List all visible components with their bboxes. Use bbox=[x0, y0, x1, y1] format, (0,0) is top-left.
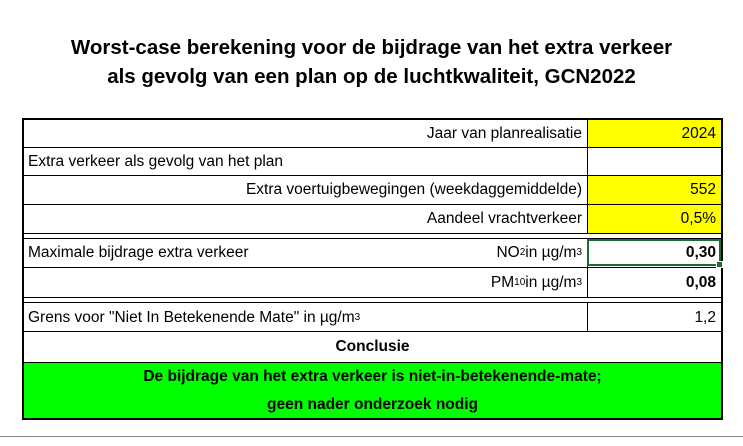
pm10-prefix: PM bbox=[490, 273, 515, 291]
title-line-2: als gevolg van een plan op de luchtkwaliteit, GCN2022 bbox=[107, 65, 636, 88]
row-conclusie bbox=[24, 332, 721, 361]
jaar-value-cell[interactable]: 2024 bbox=[588, 120, 721, 147]
row-jaar bbox=[24, 120, 721, 147]
conclusion-line-1: De bijdrage van het extra verkeer is niet-in-betekenende-mate; bbox=[143, 368, 602, 385]
grens-label-text: Grens voor "Niet In Betekenende Mate" in µg/m bbox=[28, 308, 355, 326]
max-bijdrage-label: Maximale bijdrage extra verkeer bbox=[28, 244, 249, 262]
no2-value-cell[interactable]: 0,30 bbox=[685, 244, 716, 262]
no2-superscript: 3 bbox=[576, 247, 582, 258]
calculation-table bbox=[22, 118, 723, 420]
vracht-label: Aandeel vrachtverkeer bbox=[426, 210, 582, 228]
no2-subscript: 2 bbox=[519, 247, 526, 258]
gridline-vertical bbox=[587, 120, 588, 233]
no2-unit: in µg/m bbox=[525, 244, 577, 262]
gridline bbox=[24, 204, 721, 205]
grens-value-cell[interactable]: 1,2 bbox=[694, 308, 716, 326]
voertuig-label: Extra voertuigbewegingen (weekdaggemiddelde) bbox=[245, 181, 582, 199]
pm10-label bbox=[491, 268, 582, 297]
row-pm10 bbox=[24, 268, 721, 297]
fill-handle[interactable] bbox=[716, 261, 723, 268]
pm10-value-cell[interactable]: 0,08 bbox=[685, 273, 716, 291]
gridline bbox=[24, 267, 721, 268]
extra-heading-value-cell[interactable] bbox=[588, 148, 721, 175]
row-vracht bbox=[24, 205, 721, 233]
no2-prefix: NO bbox=[496, 244, 520, 262]
vracht-value-cell[interactable]: 0,5% bbox=[588, 205, 721, 233]
pm10-superscript: 3 bbox=[576, 276, 582, 288]
jaar-label: Jaar van planrealisatie bbox=[426, 124, 582, 142]
conclusie-label: Conclusie bbox=[335, 337, 410, 355]
row-voertuig bbox=[24, 176, 721, 204]
gridline bbox=[24, 233, 721, 234]
grens-superscript: 3 bbox=[354, 311, 361, 323]
no2-label bbox=[496, 240, 582, 266]
conclusion-banner[interactable] bbox=[24, 363, 721, 418]
voertuig-value-cell[interactable]: 552 bbox=[588, 176, 721, 204]
conclusion-line-2: geen nader onderzoek nodig bbox=[267, 396, 478, 413]
sheet-bottom-border bbox=[0, 436, 743, 437]
page-title bbox=[0, 33, 743, 91]
active-cell-selection[interactable] bbox=[587, 239, 721, 266]
gridline bbox=[24, 175, 721, 176]
gridline-vertical bbox=[587, 302, 588, 331]
extra-heading-label: Extra verkeer als gevolg van het plan bbox=[28, 152, 284, 170]
pm10-subscript: 10 bbox=[514, 276, 526, 288]
title-line-1: Worst-case berekening voor de bijdrage van het extra verkeer bbox=[70, 36, 673, 59]
gridline bbox=[24, 331, 721, 332]
gridline bbox=[24, 297, 721, 298]
grens-label bbox=[28, 304, 360, 331]
row-extra-heading bbox=[24, 148, 721, 175]
row-grens bbox=[24, 304, 721, 331]
gridline bbox=[24, 362, 721, 363]
gridline bbox=[24, 147, 721, 148]
gridline bbox=[24, 302, 721, 303]
pm10-unit: in µg/m bbox=[525, 273, 577, 291]
